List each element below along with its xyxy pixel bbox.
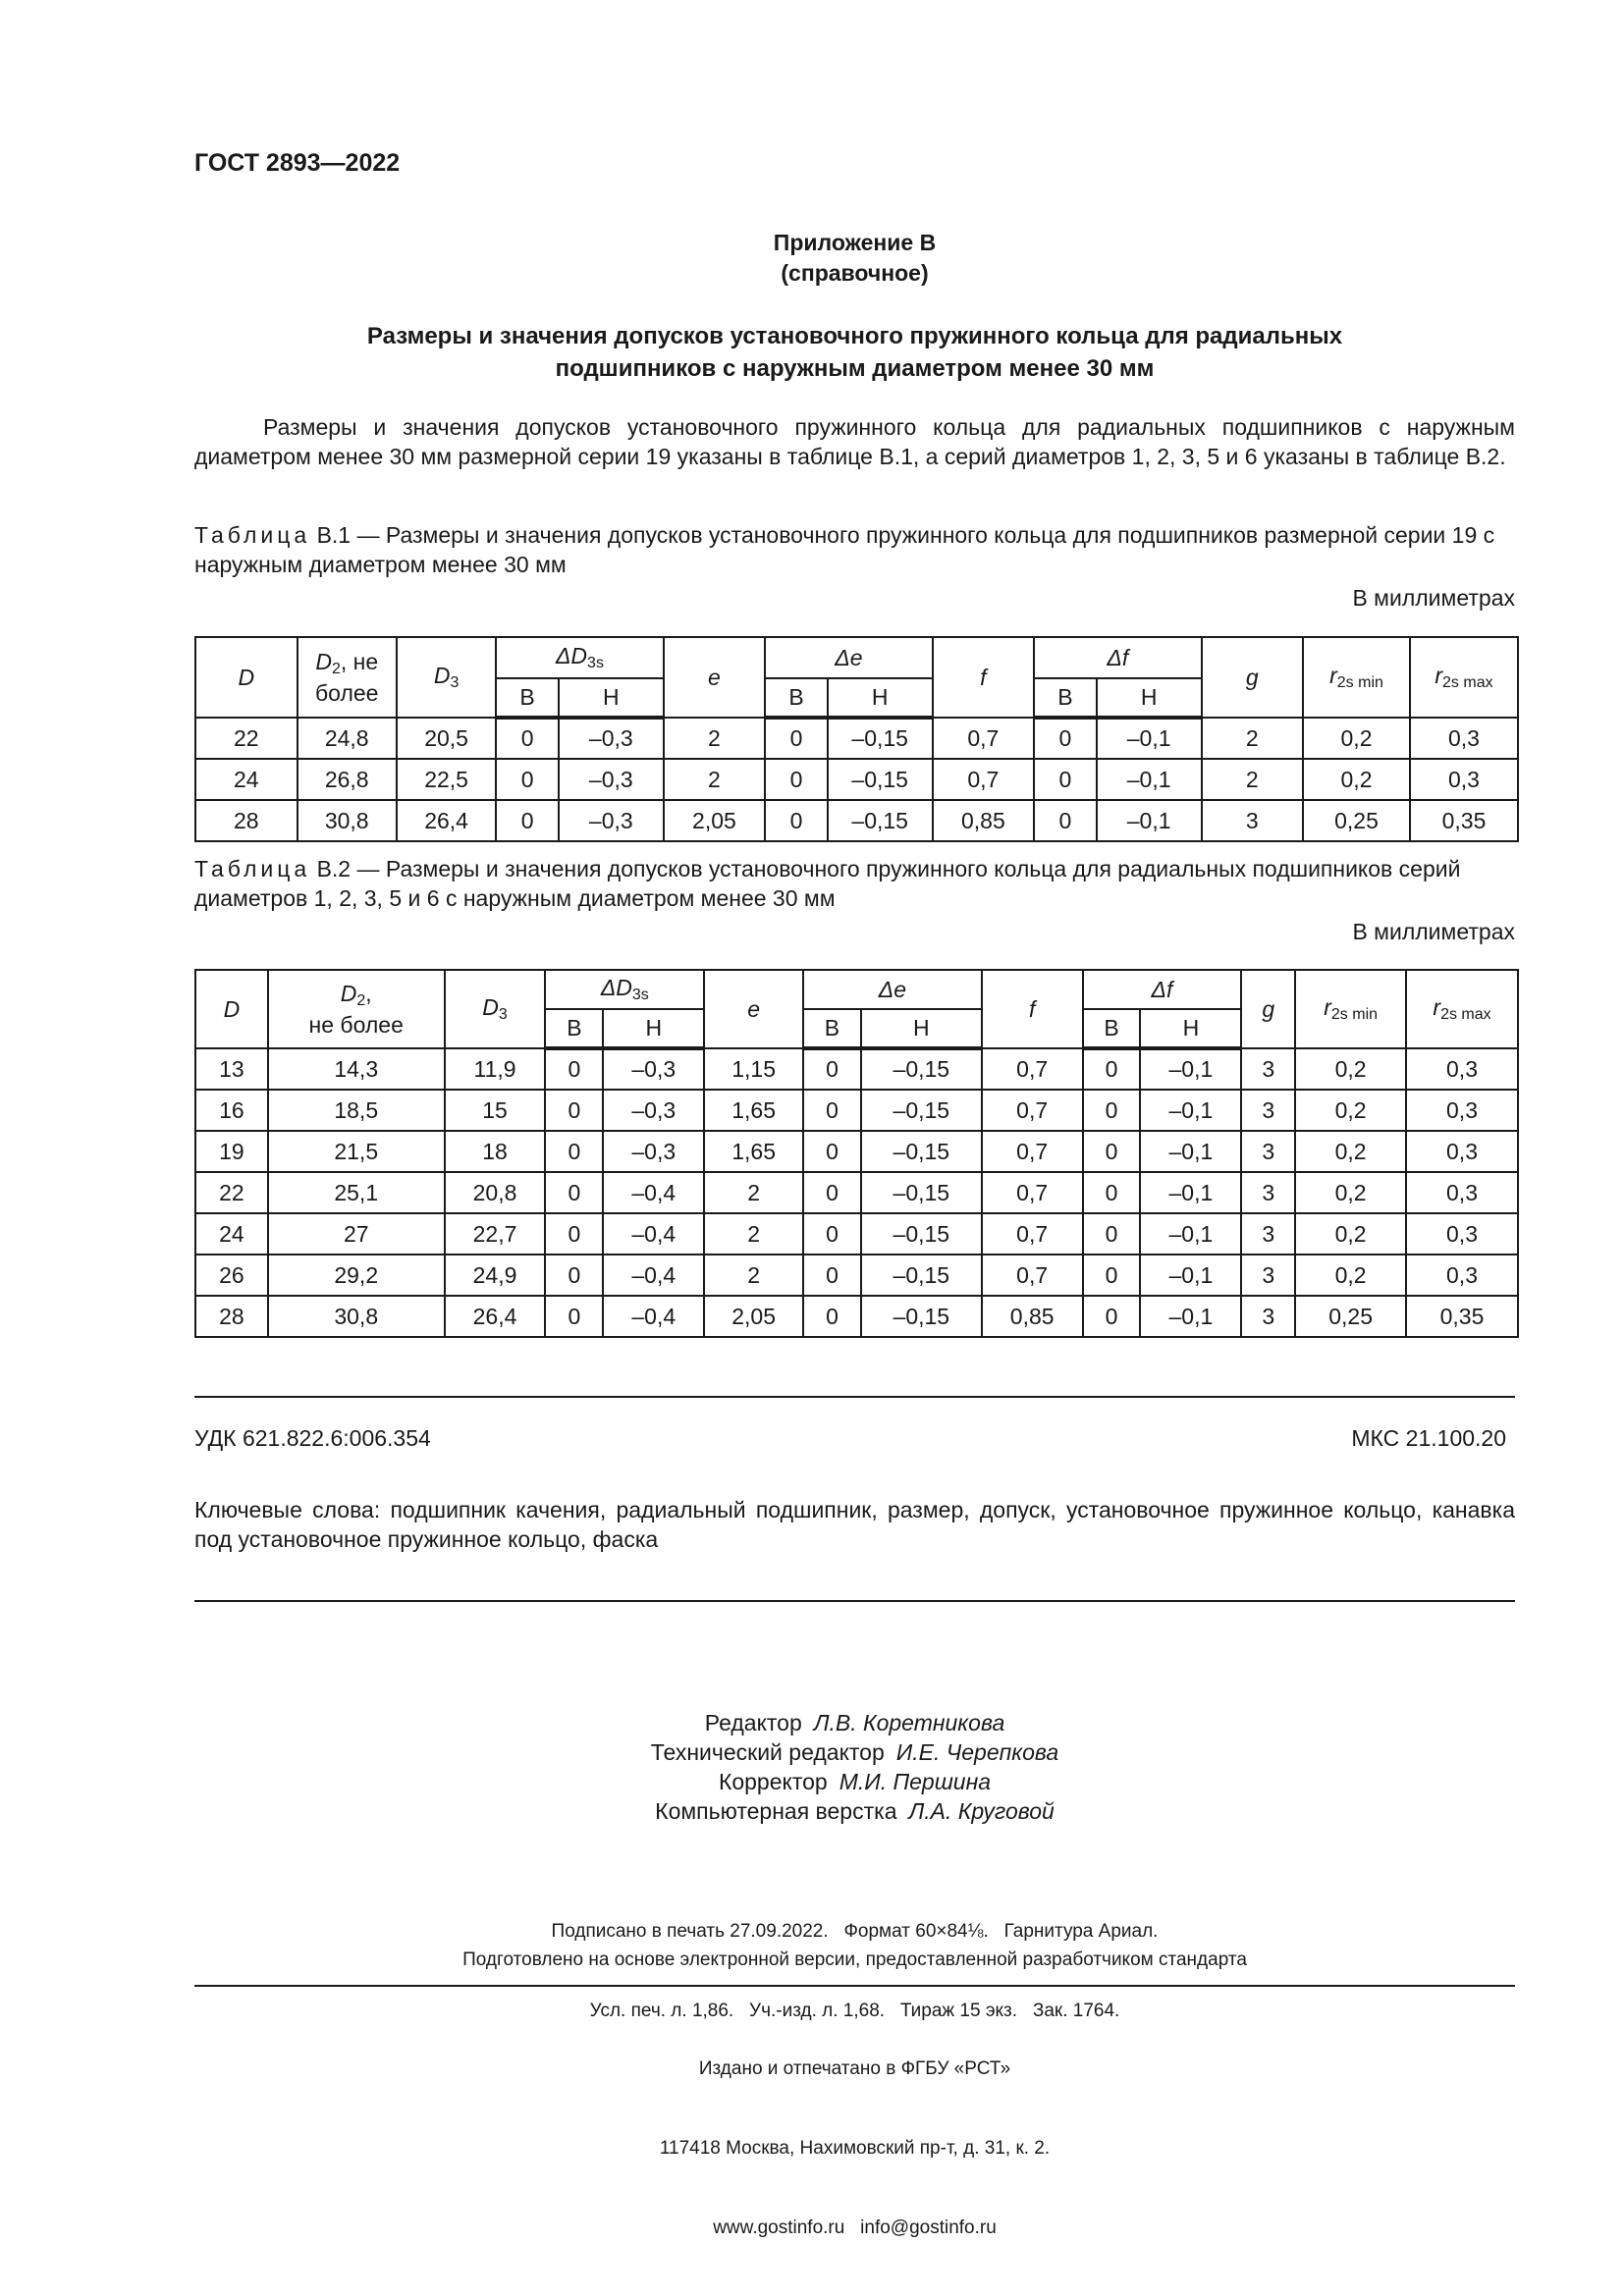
table-cell: 24,8 xyxy=(298,718,397,759)
appendix-title xyxy=(194,320,1515,385)
col-delta-d3s: $\Delta D_{3s}$ xyxy=(496,637,663,678)
table-cell: 16 xyxy=(195,1090,268,1131)
table-cell: 0 xyxy=(1083,1090,1141,1131)
col-d: D xyxy=(195,637,298,718)
table-cell: 26,8 xyxy=(298,759,397,800)
table-cell: 19 xyxy=(195,1131,268,1172)
table-cell: 0 xyxy=(1034,800,1097,841)
col-g: g xyxy=(1202,637,1304,718)
table-cell: 0 xyxy=(803,1090,861,1131)
table-cell: 26,4 xyxy=(397,800,496,841)
table1 xyxy=(194,636,1519,842)
col-g: g xyxy=(1241,970,1295,1048)
imprint-line-2: Усл. печ. л. 1,86. Уч.-изд. л. 1,68. Тираж 15 экз. Зак. 1764. xyxy=(589,2001,1120,2021)
publisher-line-1: Издано и отпечатано в ФГБУ «РСТ» xyxy=(698,2058,1011,2079)
table-cell: –0,3 xyxy=(559,759,664,800)
table-cell: 22 xyxy=(195,1172,268,1213)
table-cell: 0,3 xyxy=(1406,1090,1518,1131)
table-cell: 0 xyxy=(765,759,828,800)
col-delta-d3s-lower: Н xyxy=(559,678,664,718)
table1-label: Таблица xyxy=(194,522,311,548)
table2-units: В миллиметрах xyxy=(1352,919,1515,944)
mks-code: МКС 21.100.20 xyxy=(1351,1425,1506,1451)
table-cell: –0,15 xyxy=(861,1213,982,1255)
table-cell: 0,2 xyxy=(1295,1048,1406,1090)
table-cell: 3 xyxy=(1241,1172,1295,1213)
divider xyxy=(194,1600,1515,1602)
col-d: D xyxy=(195,970,268,1048)
table-cell: 0 xyxy=(545,1255,603,1296)
col-e: e xyxy=(704,970,803,1048)
credits xyxy=(194,1708,1515,1826)
table-cell: –0,1 xyxy=(1140,1255,1241,1296)
table-cell: 0 xyxy=(803,1255,861,1296)
table-cell: 0 xyxy=(545,1090,603,1131)
table-cell: 0 xyxy=(545,1296,603,1337)
table-cell: 27 xyxy=(268,1213,445,1255)
table-cell: 0 xyxy=(496,718,559,759)
appendix-title-line-2: подшипников с наружным диаметром менее 30 мм xyxy=(555,355,1155,382)
table-cell: 0 xyxy=(545,1048,603,1090)
col-delta-f-lower: Н xyxy=(1097,678,1202,718)
table-cell: 26 xyxy=(195,1255,268,1296)
table-cell: 3 xyxy=(1202,800,1304,841)
col-delta-d3s-lower: Н xyxy=(603,1009,704,1048)
table2-caption xyxy=(194,854,1515,913)
table-row xyxy=(195,1213,1518,1255)
table-cell: 0 xyxy=(496,800,559,841)
table-cell: 0 xyxy=(545,1172,603,1213)
table1-caption-text: В.1 — Размеры и значения допусков установочного пружинного кольца для подшипников размерной серии 19 с наружным диаметром менее 30 мм xyxy=(194,522,1495,577)
table-cell: 13 xyxy=(195,1048,268,1090)
table-cell: –0,3 xyxy=(559,800,664,841)
document-number: ГОСТ 2893—2022 xyxy=(194,149,401,177)
table2 xyxy=(194,969,1519,1338)
table-row xyxy=(195,1172,1518,1213)
table-row xyxy=(195,800,1518,841)
table-cell: 21,5 xyxy=(268,1131,445,1172)
table-cell: –0,15 xyxy=(861,1296,982,1337)
col-delta-e-upper: В xyxy=(803,1009,861,1048)
table-cell: 29,2 xyxy=(268,1255,445,1296)
table-cell: 0,3 xyxy=(1406,1048,1518,1090)
col-delta-f: Δf xyxy=(1083,970,1242,1009)
col-delta-d3s-upper: В xyxy=(545,1009,603,1048)
table1-units: В миллиметрах xyxy=(1352,585,1515,611)
table-cell: 25,1 xyxy=(268,1172,445,1213)
table-cell: 0,2 xyxy=(1303,759,1410,800)
table-cell: 30,8 xyxy=(298,800,397,841)
credit-row: Корректор М.И. Першина xyxy=(718,1769,992,1794)
credit-row: Технический редактор И.Е. Черепкова xyxy=(650,1739,1059,1765)
col-delta-d3s: $\Delta D_{3s}$ xyxy=(545,970,704,1009)
table-cell: 0,7 xyxy=(982,1090,1083,1131)
table-cell: –0,15 xyxy=(861,1172,982,1213)
table-cell: 18 xyxy=(445,1131,546,1172)
table-row xyxy=(195,759,1518,800)
table-cell: 0,2 xyxy=(1295,1213,1406,1255)
table-cell: 0 xyxy=(545,1131,603,1172)
publisher xyxy=(194,2002,1515,2268)
col-delta-d3s-upper: В xyxy=(496,678,559,718)
table-cell: –0,4 xyxy=(603,1213,704,1255)
col-r2s-max: $r_{2s max}$ xyxy=(1410,637,1518,718)
table-cell: 0 xyxy=(765,718,828,759)
col-r2s-min: $r_{2s min}$ xyxy=(1295,970,1406,1048)
table-cell: 0,2 xyxy=(1295,1131,1406,1172)
table-cell: 18,5 xyxy=(268,1090,445,1131)
table-cell: –0,1 xyxy=(1097,759,1202,800)
keywords: Ключевые слова: подшипник качения, радиальный подшипник, размер, допуск, установочное пружинное кольцо, канавка под установочное пружинное кольцо, фаска xyxy=(194,1497,1515,1552)
table-cell: 20,8 xyxy=(445,1172,546,1213)
col-d3: $D_3$ xyxy=(445,970,546,1048)
col-e: e xyxy=(664,637,766,718)
table-row xyxy=(195,718,1518,759)
table-cell: 0,7 xyxy=(933,718,1035,759)
table2-caption-text: В.2 — Размеры и значения допусков установочного пружинного кольца для радиальных подшипников серий диаметров 1, 2, 3, 5 и 6 с наружным диаметром менее 30 мм xyxy=(194,856,1461,911)
table-cell: –0,1 xyxy=(1140,1213,1241,1255)
table-cell: 0,2 xyxy=(1295,1255,1406,1296)
table2-label: Таблица xyxy=(194,856,311,881)
table-cell: 0,2 xyxy=(1303,718,1410,759)
publisher-line-3: www.gostinfo.ru info@gostinfo.ru xyxy=(713,2217,997,2238)
table-cell: –0,15 xyxy=(861,1048,982,1090)
table-cell: 0 xyxy=(1083,1296,1141,1337)
table-cell: 14,3 xyxy=(268,1048,445,1090)
table-cell: 0 xyxy=(1034,718,1097,759)
table-cell: 0 xyxy=(1083,1172,1141,1213)
table-cell: –0,15 xyxy=(828,800,933,841)
col-delta-f-lower: Н xyxy=(1140,1009,1241,1048)
table-cell: 0,2 xyxy=(1295,1172,1406,1213)
table-cell: 0,85 xyxy=(982,1296,1083,1337)
table-cell: –0,1 xyxy=(1140,1172,1241,1213)
table-cell: –0,1 xyxy=(1097,718,1202,759)
table-cell: 0,3 xyxy=(1410,718,1518,759)
col-delta-e: Δe xyxy=(803,970,982,1009)
table-cell: 2 xyxy=(664,718,766,759)
table-cell: 20,5 xyxy=(397,718,496,759)
appendix-heading xyxy=(194,228,1515,289)
table-cell: –0,3 xyxy=(603,1131,704,1172)
table-cell: 3 xyxy=(1241,1048,1295,1090)
table1-caption xyxy=(194,520,1515,579)
col-r2s-max: $r_{2s max}$ xyxy=(1406,970,1518,1048)
table-cell: 24 xyxy=(195,759,298,800)
col-d3: $D_3$ xyxy=(397,637,496,718)
table-cell: 0 xyxy=(1034,759,1097,800)
appendix-title-line-1: Размеры и значения допусков установочного пружинного кольца для радиальных xyxy=(366,323,1343,349)
table-row xyxy=(195,1296,1518,1337)
table-cell: 0,7 xyxy=(982,1172,1083,1213)
col-delta-f: Δf xyxy=(1034,637,1201,678)
table-cell: –0,4 xyxy=(603,1255,704,1296)
divider xyxy=(194,1985,1515,1987)
table-cell: 3 xyxy=(1241,1213,1295,1255)
table-cell: 0 xyxy=(545,1213,603,1255)
table-cell: –0,15 xyxy=(828,718,933,759)
table-cell: 22,7 xyxy=(445,1213,546,1255)
table-cell: 0,25 xyxy=(1303,800,1410,841)
table-cell: 2 xyxy=(1202,718,1304,759)
table-cell: 15 xyxy=(445,1090,546,1131)
table-cell: 24 xyxy=(195,1213,268,1255)
table-cell: 22 xyxy=(195,718,298,759)
table-cell: –0,1 xyxy=(1140,1296,1241,1337)
table-cell: –0,1 xyxy=(1097,800,1202,841)
table-cell: 1,65 xyxy=(704,1131,803,1172)
col-r2s-min: $r_{2s min}$ xyxy=(1303,637,1410,718)
table-cell: –0,1 xyxy=(1140,1131,1241,1172)
table-cell: 0,35 xyxy=(1406,1296,1518,1337)
table-cell: 3 xyxy=(1241,1296,1295,1337)
table-cell: 11,9 xyxy=(445,1048,546,1090)
table-cell: 0,25 xyxy=(1295,1296,1406,1337)
publisher-line-2: 117418 Москва, Нахимовский пр-т, д. 31, к. 2. xyxy=(659,2138,1051,2159)
table-cell: 0 xyxy=(1083,1213,1141,1255)
table-cell: 0 xyxy=(803,1172,861,1213)
table-cell: 2 xyxy=(1202,759,1304,800)
table-cell: 28 xyxy=(195,800,298,841)
table-cell: 0,3 xyxy=(1406,1172,1518,1213)
table-cell: 0 xyxy=(803,1213,861,1255)
col-f: f xyxy=(933,637,1035,718)
col-delta-f-upper: В xyxy=(1034,678,1097,718)
table-cell: 0 xyxy=(803,1296,861,1337)
table-row xyxy=(195,1048,1518,1090)
appendix-kind: (справочное) xyxy=(781,260,929,286)
table-cell: 0,7 xyxy=(982,1255,1083,1296)
intro-paragraph: Размеры и значения допусков установочного пружинного кольца для радиальных подшипников с наружным диаметром менее 30 мм размерной серии 19 указаны в таблице В.1, а серий диаметров 1, 2, 3, 5 и 6 указаны в таблице В.2. xyxy=(194,414,1515,469)
col-delta-f-upper: В xyxy=(1083,1009,1141,1048)
table-cell: –0,1 xyxy=(1140,1048,1241,1090)
table-cell: 0,7 xyxy=(982,1048,1083,1090)
table-cell: 3 xyxy=(1241,1131,1295,1172)
table-cell: 0,7 xyxy=(982,1131,1083,1172)
table-cell: 0 xyxy=(803,1048,861,1090)
table-cell: 24,9 xyxy=(445,1255,546,1296)
col-d2: $D_2$, не более xyxy=(268,970,445,1048)
table-cell: 0 xyxy=(1083,1131,1141,1172)
table-cell: 0 xyxy=(803,1131,861,1172)
table-cell: 30,8 xyxy=(268,1296,445,1337)
table-cell: 3 xyxy=(1241,1090,1295,1131)
table-cell: 2 xyxy=(664,759,766,800)
col-delta-e: Δe xyxy=(765,637,932,678)
table-cell: 0 xyxy=(1083,1255,1141,1296)
appendix-label: Приложение В xyxy=(773,230,937,255)
table-row xyxy=(195,1090,1518,1131)
table-cell: 1,65 xyxy=(704,1090,803,1131)
col-f: f xyxy=(982,970,1083,1048)
table-cell: 0,2 xyxy=(1295,1090,1406,1131)
table-cell: –0,15 xyxy=(828,759,933,800)
table-cell: –0,1 xyxy=(1140,1090,1241,1131)
table-cell: 22,5 xyxy=(397,759,496,800)
table-cell: 2 xyxy=(704,1172,803,1213)
table-cell: –0,15 xyxy=(861,1131,982,1172)
credit-row: Редактор Л.В. Коретникова xyxy=(704,1710,1005,1735)
table-cell: 2 xyxy=(704,1213,803,1255)
table-cell: 0 xyxy=(1083,1048,1141,1090)
table-cell: 0,3 xyxy=(1406,1255,1518,1296)
table-cell: 0,7 xyxy=(933,759,1035,800)
prepared-note: Подготовлено на основе электронной версии, предоставленной разработчиком стандарта xyxy=(462,1949,1247,1970)
table-cell: 0,3 xyxy=(1406,1131,1518,1172)
table-cell: 26,4 xyxy=(445,1296,546,1337)
table-cell: –0,15 xyxy=(861,1255,982,1296)
table-cell: 0,7 xyxy=(982,1213,1083,1255)
table2-body xyxy=(195,1048,1518,1337)
credit-row: Компьютерная верстка Л.А. Круговой xyxy=(655,1798,1055,1824)
table-cell: 1,15 xyxy=(704,1048,803,1090)
table-cell: 28 xyxy=(195,1296,268,1337)
table-cell: 2 xyxy=(704,1255,803,1296)
divider xyxy=(194,1396,1515,1398)
imprint-line-1: Подписано в печать 27.09.2022. Формат 60×84⅛. Гарнитура Ариал. xyxy=(551,1921,1159,1942)
col-delta-e-upper: В xyxy=(765,678,828,718)
table-cell: –0,3 xyxy=(603,1048,704,1090)
col-delta-e-lower: Н xyxy=(828,678,933,718)
col-delta-e-lower: Н xyxy=(861,1009,982,1048)
table-cell: 0 xyxy=(496,759,559,800)
table-cell: 0,35 xyxy=(1410,800,1518,841)
table-cell: 2,05 xyxy=(664,800,766,841)
table-cell: –0,3 xyxy=(603,1090,704,1131)
col-d2: $D_2$, не более xyxy=(298,637,397,718)
table-cell: 2,05 xyxy=(704,1296,803,1337)
table-row xyxy=(195,1255,1518,1296)
table-cell: 0 xyxy=(765,800,828,841)
table-cell: 3 xyxy=(1241,1255,1295,1296)
table-cell: 0,3 xyxy=(1406,1213,1518,1255)
table-cell: 0,85 xyxy=(933,800,1035,841)
table-cell: –0,4 xyxy=(603,1172,704,1213)
table-row xyxy=(195,1131,1518,1172)
table-cell: –0,15 xyxy=(861,1090,982,1131)
udk-code: УДК 621.822.6:006.354 xyxy=(194,1425,431,1451)
table-cell: –0,4 xyxy=(603,1296,704,1337)
table-cell: 0,3 xyxy=(1410,759,1518,800)
table1-body xyxy=(195,718,1518,841)
table-cell: –0,3 xyxy=(559,718,664,759)
